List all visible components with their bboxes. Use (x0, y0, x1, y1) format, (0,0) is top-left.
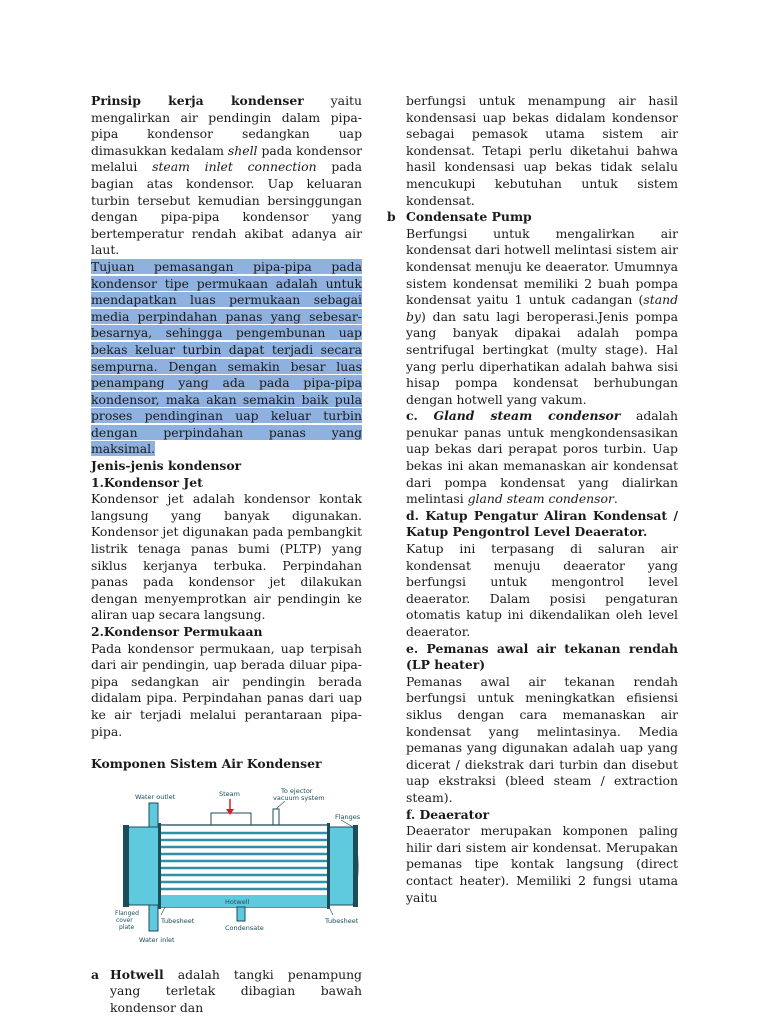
paragraph-hotwell: a Hotwell adalah tangki penampung yang terletak dibagian bawah kondensor dan (91, 966, 362, 1015)
paragraph-tujuan (91, 259, 362, 458)
paragraph-hotwell-continued: berfungsi untuk menampung air hasil kondensasi uap bekas didalam kondensor sebagai pemasok utama sistem air kondensat. Tetapi perlu diketahui bahwa hasil kondensasi uap bekas tidak selalu mencukupi kebutuhan untuk sistem kondensat. (406, 93, 678, 208)
heading-kondensor-jet: 1.Kondensor Jet (91, 474, 203, 490)
heading-komponen-sistem: Komponen Sistem Air Kondenser (91, 756, 322, 772)
heading-prinsip-kerja: Prinsip kerja kondenser (91, 93, 304, 108)
highlighted-text-tujuan[interactable]: Tujuan pemasangan pipa-pipa pada kondensor tipe permukaan adalah untuk mendapatkan luas permukaan sebagai media perpindahan panas yang sebesar-besarnya, sehingga pengembunan uap bekas keluar turbin dapat terjadi secara sempurna. Dengan semakin besar luas penampang yang ada pada pipa-pipa kondensor, maka akan semakin baik pula proses pendinginan uap keluar turbin dengan perpindahan panas yang maksimal. (91, 258, 362, 457)
left-column (91, 93, 362, 1017)
spacer (91, 740, 362, 756)
label-tubesheet-left: Tubesheet (161, 916, 195, 925)
label-tubesheet-right: Tubesheet (325, 916, 359, 925)
heading-katup: d. Katup Pengatur Aliran Kondensat / Katup Pengontrol Level Deaerator. (406, 507, 678, 540)
list-marker-b: b (387, 209, 396, 225)
heading-deaerator: f. Deaerator (406, 806, 490, 822)
heading-lp-heater: e. Pemanas awal air tekanan rendah (LP heater) (406, 640, 678, 673)
heading-gland-steam: Gland steam condensor (433, 408, 621, 424)
paragraph-katup: Katup ini terpasang di saluran air kondensat menuju deaerator yang berfungsi untuk mengontrol level deaerator. Dalam posisi pengaturan otomatis katup ini dikendalikan oleh level deaerator. (406, 541, 678, 639)
label-flanged-1: Flanged (115, 909, 139, 917)
heading-condensate-pump: b Condensate Pump (387, 209, 532, 225)
paragraph-kondensor-jet: Kondensor jet adalah kondensor kontak langsung yang banyak digunakan. Kondensor jet digunakan pada pembangkit listrik tenaga panas bumi (PLTP) yang siklus kerjanya terbuka. Perpindahan panas pada kondensor jet dilakukan dengan menyemprotkan air pendingin ke aliran uap secara langsung. (91, 491, 362, 623)
label-ejector-1: To ejector (281, 786, 313, 795)
paragraph-condensate-pump: Berfungsi untuk mengalirkan air kondensat dari hotwell melintasi sistem air kondensat menuju ke deaerator. Umumnya sistem kondensat memiliki 2 buah pompa kondensat yaitu 1 untuk cadangan (stand by) dan satu lagi beroperasi.Jenis pompa yang banyak dipakai adalah pompa sentrifugal bertingkat (multy stage). Hal yang perlu diperhatikan adalah bahwa sisi hisap pompa kondensat berhubungan dengan hotwell yang vakum. (406, 225, 678, 407)
label-water-outlet: Water outlet (135, 792, 176, 801)
paragraph-prinsip-kerja: Prinsip kerja kondenser yaitu mengalirkan air pendingin dalam pipa-pipa kondensor sedangkan uap dimasukkan kedalam shell pada kondensor melalui steam inlet connection pada bagian atas kondensor. Uap keluaran turbin tersebut kemudian bersinggungan dengan pipa-pipa kondensor yang bertemperatur rendah akibat adanya air laut. (91, 93, 363, 258)
paragraph-deaerator: Deaerator merupakan komponen paling hilir dari sistem air kondensat. Merupakan pemanas tipe kontak langsung (direct contact heater). Memiliki 2 fungsi utama yaitu (406, 823, 678, 905)
condenser-diagram (113, 787, 369, 951)
label-flanged-2: cover (116, 916, 133, 924)
heading-kondensor-permukaan: 2.Kondensor Permukaan (91, 624, 263, 639)
label-flanges: Flanges (335, 812, 361, 821)
label-hotwell: Hotwell (225, 897, 250, 906)
paragraph-gland-steam: c. Gland steam condensor adalah penukar panas untuk mengkondensasikan uap bekas dari perapat poros turbin. Uap bekas ini akan memanaskan air kondensat dari pompa kondensat yang dialirkan melintasi gland steam condensor. (406, 408, 678, 507)
label-condensate: Condensate (225, 923, 264, 932)
label-steam: Steam (219, 789, 240, 798)
right-column (387, 93, 678, 906)
heading-jenis-kondensor: Jenis-jenis kondensor (91, 458, 242, 474)
spacer (91, 951, 362, 967)
list-marker-a: a (91, 966, 100, 982)
label-ejector-2: vacuum system (273, 793, 325, 802)
label-flanged-3: plate (119, 923, 135, 931)
paragraph-lp-heater: Pemanas awal air tekanan rendah berfungsi untuk meningkatkan efisiensi siklus dengan cara memanaskan air kondensat yang melintasinya. Media pemanas yang digunakan adalah uap yang dicerat / diekstrak dari turbin dan disebut uap ekstraksi (bleed steam / extraction steam). (406, 673, 678, 805)
paragraph-kondensor-permukaan: Pada kondensor permukaan, uap terpisah dari air pendingin, uap berada diluar pipa-pipa sedangkan air pendingin berada didalam pipa. Perpindahan panas dari uap ke air terjadi melalui perantaraan pipa-pipa. (91, 640, 362, 739)
label-water-inlet: Water inlet (139, 935, 175, 944)
